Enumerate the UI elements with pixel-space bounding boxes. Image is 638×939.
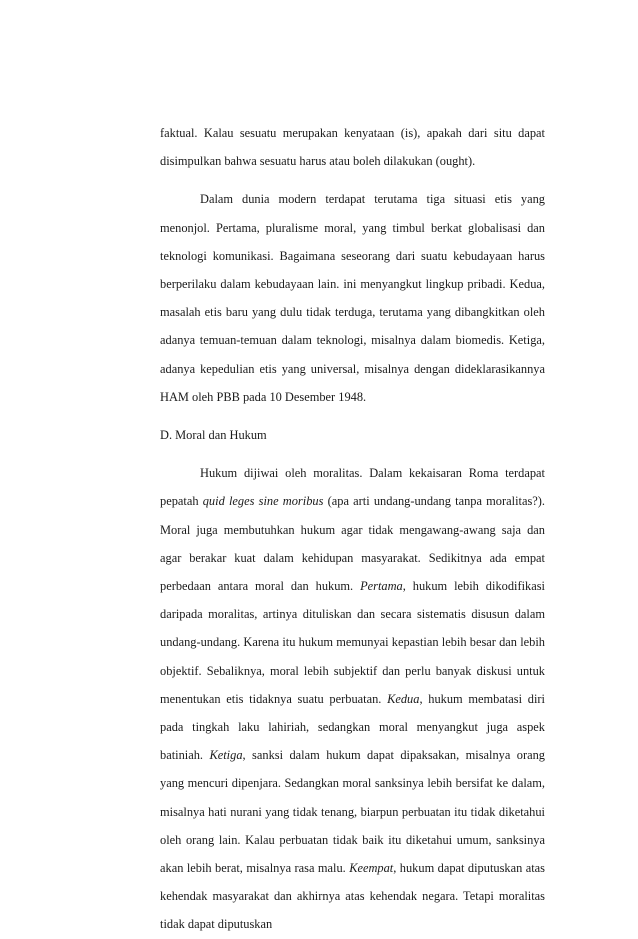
term-kedua: Kedua	[387, 691, 420, 706]
text-run: , hukum dapat diputuskan atas kehendak masyarakat dan akhirnya atas kehendak negara. Tetapi moralitas tidak dapat diputuskan	[160, 861, 545, 932]
term-ketiga: Ketiga	[209, 748, 243, 763]
latin-phrase: quid leges sine moribus	[202, 494, 324, 509]
text-run: , sanksi dalam hukum dapat dipaksakan, misalnya orang yang mencuri dipenjara. Sedangkan moral sanksinya lebih bersifat ke dalam, misalnya hati nurani yang tidak tenang, biarpun perbuatan itu tidak diketahui oleh orang lain. Kalau perbuatan tidak baik itu diketahui umum, sanksinya akan lebih berat, misalnya rasa malu.	[160, 748, 546, 876]
page-body	[160, 119, 545, 939]
term-pertama: Pertama	[360, 579, 403, 594]
term-keempat: Keempat	[349, 861, 394, 876]
paragraph-dunia-modern: Dalam dunia modern terdapat terutama tiga situasi etis yang menonjol. Pertama, pluralisme moral, yang timbul berkat globalisasi dan teknologi komunikasi. Bagaimana seseorang dari suatu kebudayaan harus berperilaku dalam kebudayaan lain. ini menyangkut lingkup pribadi. Kedua, masalah etis baru yang dulu tidak terduga, terutama yang dibangkitkan oleh adanya temuan-temuan dalam teknologi, misalnya dalam biomedis. Ketiga, adanya kepedulian etis yang universal, misalnya dengan dideklarasikannya HAM oleh PBB pada 10 Desember 1948.	[160, 192, 545, 404]
section-heading: D. Moral dan Hukum	[160, 428, 267, 443]
text-run: Hukum dijiwai oleh moralitas. Dalam kekaisaran Roma terdapat pepatah	[160, 466, 545, 509]
text-run: (apa arti undang-undang tanpa moralitas?). Moral juga membutuhkan hukum agar tidak mengawang-awang saja dan agar berakar kuat dalam kehidupan masyarakat. Sedikitnya ada empat perbedaan antara moral dan hukum.	[160, 494, 546, 594]
text-run: , hukum lebih dikodifikasi daripada moralitas, artinya dituliskan dan secara sistematis disusun dalam undang-undang. Karena itu hukum memunyai kepastian lebih besar dan lebih objektif. Sebaliknya, moral lebih subjektif dan perlu banyak diskusi untuk menentukan etis tidaknya suatu perbuatan.	[160, 579, 545, 706]
text-run: , hukum membatasi diri pada tingkah laku lahiriah, sedangkan moral menyangkut juga aspek batiniah.	[160, 691, 545, 763]
paragraph-faktual: faktual. Kalau sesuatu merupakan kenyataan (is), apakah dari situ dapat disimpulkan bahwa sesuatu harus atau boleh dilakukan (ought).	[160, 126, 545, 169]
paragraph-moral-hukum	[160, 459, 545, 938]
